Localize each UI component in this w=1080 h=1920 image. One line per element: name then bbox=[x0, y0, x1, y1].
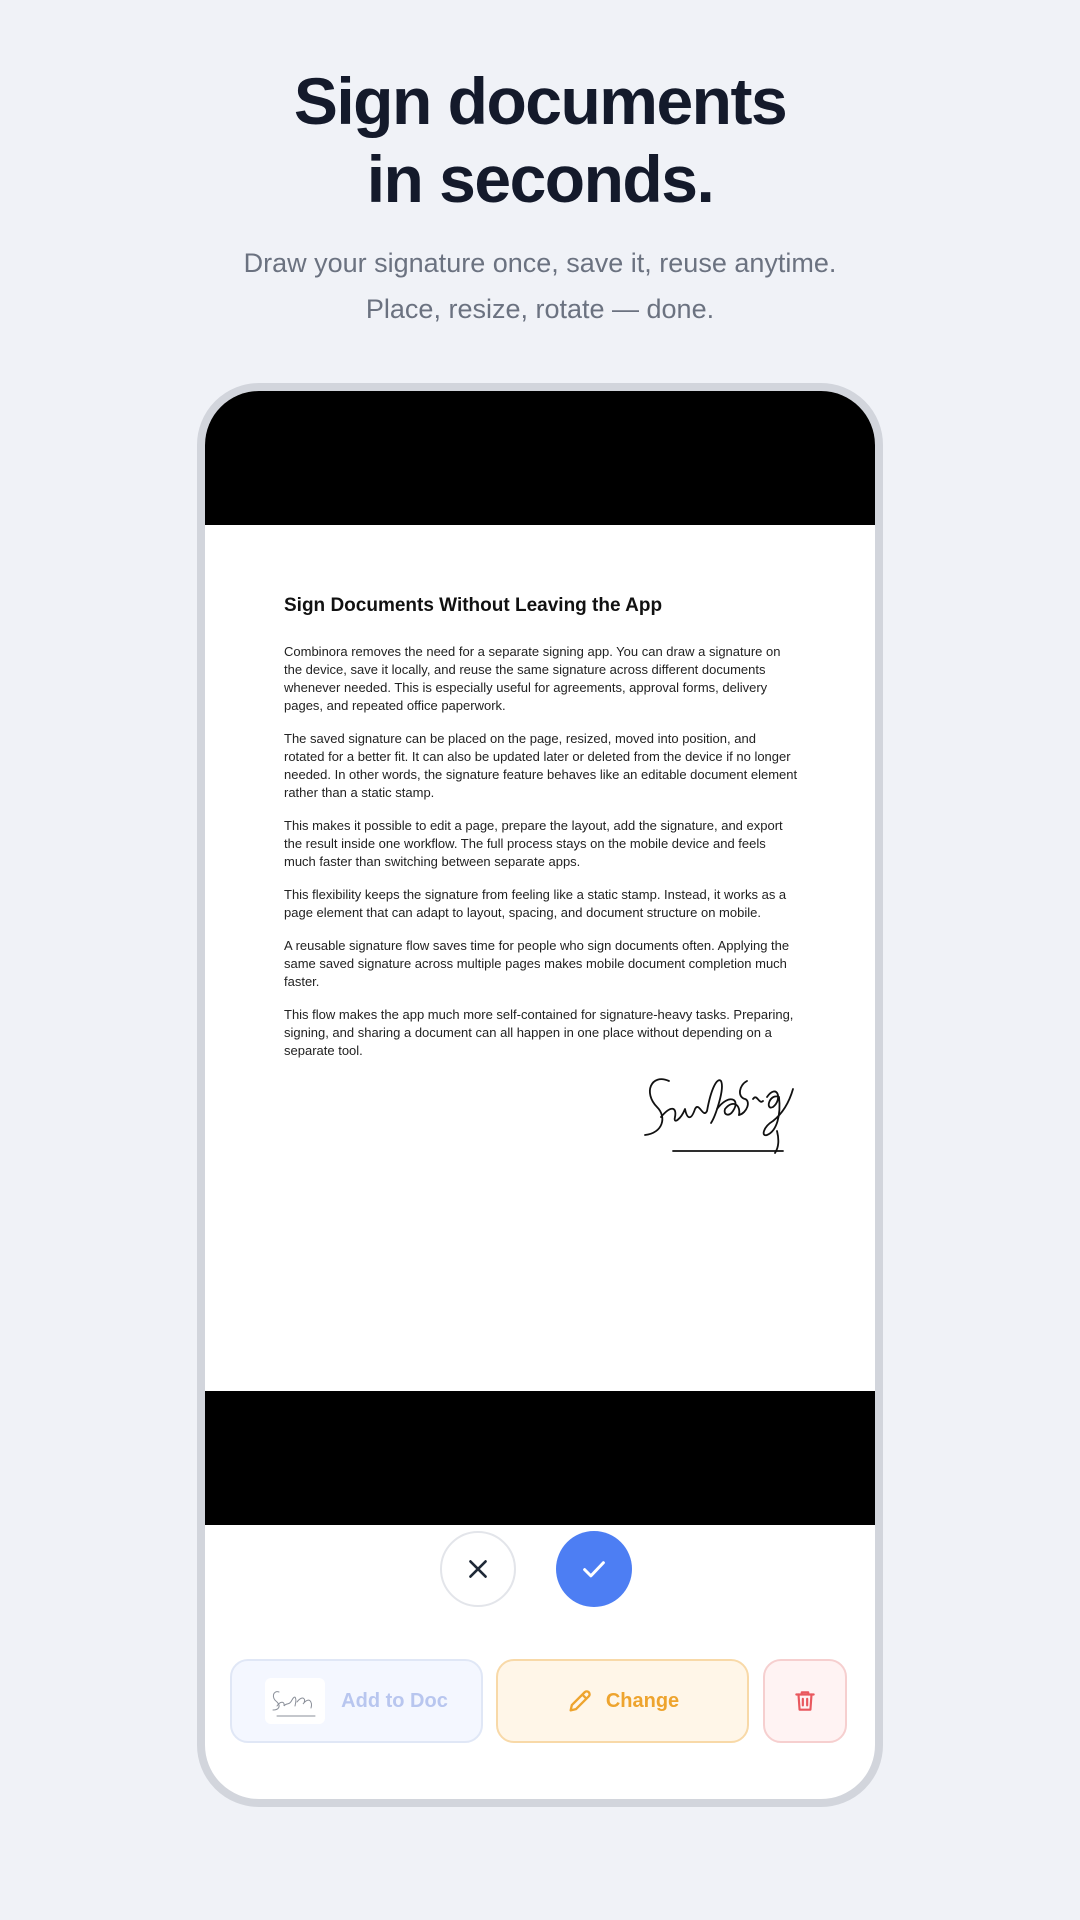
document-body bbox=[284, 643, 798, 1075]
hero-title-line-2: in seconds. bbox=[366, 142, 714, 216]
pencil-icon bbox=[566, 1687, 594, 1715]
change-signature-button[interactable] bbox=[496, 1659, 749, 1743]
hero-title bbox=[0, 62, 1080, 218]
document-paragraph: This flexibility keeps the signature from feeling like a static stamp. Instead, it works as a page element that can adapt to layout, spacing, and document structure on mobile. bbox=[284, 887, 787, 920]
delete-signature-button[interactable] bbox=[763, 1659, 847, 1743]
signature-thumbnail bbox=[265, 1678, 325, 1724]
hero-subtitle-line-2: Place, resize, rotate — done. bbox=[365, 294, 715, 324]
check-icon bbox=[579, 1554, 609, 1584]
confirm-button[interactable] bbox=[556, 1531, 632, 1607]
hero-title-line-1: Sign documents bbox=[293, 64, 787, 138]
document-page[interactable] bbox=[205, 525, 875, 1391]
phone-mockup bbox=[197, 383, 883, 1807]
add-to-doc-button[interactable] bbox=[230, 1659, 483, 1743]
cancel-button[interactable] bbox=[440, 1531, 516, 1607]
trash-icon bbox=[792, 1688, 818, 1714]
add-to-doc-label: Add to Doc bbox=[341, 1689, 448, 1712]
document-title: Sign Documents Without Leaving the App bbox=[284, 595, 663, 616]
document-paragraph: This flow makes the app much more self-contained for signature-heavy tasks. Preparing, signing, and sharing a document can all happen in one place without depending on a separate tool. bbox=[284, 1007, 794, 1058]
document-paragraph: This makes it possible to edit a page, prepare the layout, add the signature, and export the result inside one workflow. The full process stays on the mobile device and feels much faster than switching between separate apps. bbox=[284, 818, 783, 869]
hero-subtitle bbox=[0, 240, 1080, 332]
document-paragraph: Combinora removes the need for a separate signing app. You can draw a signature on the device, save it locally, and reuse the same signature across different documents whenever needed. This is especially useful for agreements, approval forms, delivery pages, and repeated office paperwork. bbox=[284, 644, 781, 713]
document-paragraph: The saved signature can be placed on the page, resized, moved into position, and rotated for a better fit. It can also be updated later or deleted from the device if no longer needed. In other words, the signature feature behaves like an editable document element rather than a static stamp. bbox=[284, 731, 798, 800]
document-paragraph: A reusable signature flow saves time for people who sign documents often. Applying the same saved signature across multiple pages makes mobile document completion much faster. bbox=[284, 938, 790, 989]
placed-signature[interactable] bbox=[637, 1059, 807, 1169]
hero-subtitle-line-1: Draw your signature once, save it, reuse anytime. bbox=[243, 248, 837, 278]
top-letterbox bbox=[205, 391, 875, 525]
change-label: Change bbox=[605, 1689, 680, 1712]
close-icon bbox=[465, 1556, 491, 1582]
bottom-letterbox bbox=[205, 1391, 875, 1525]
